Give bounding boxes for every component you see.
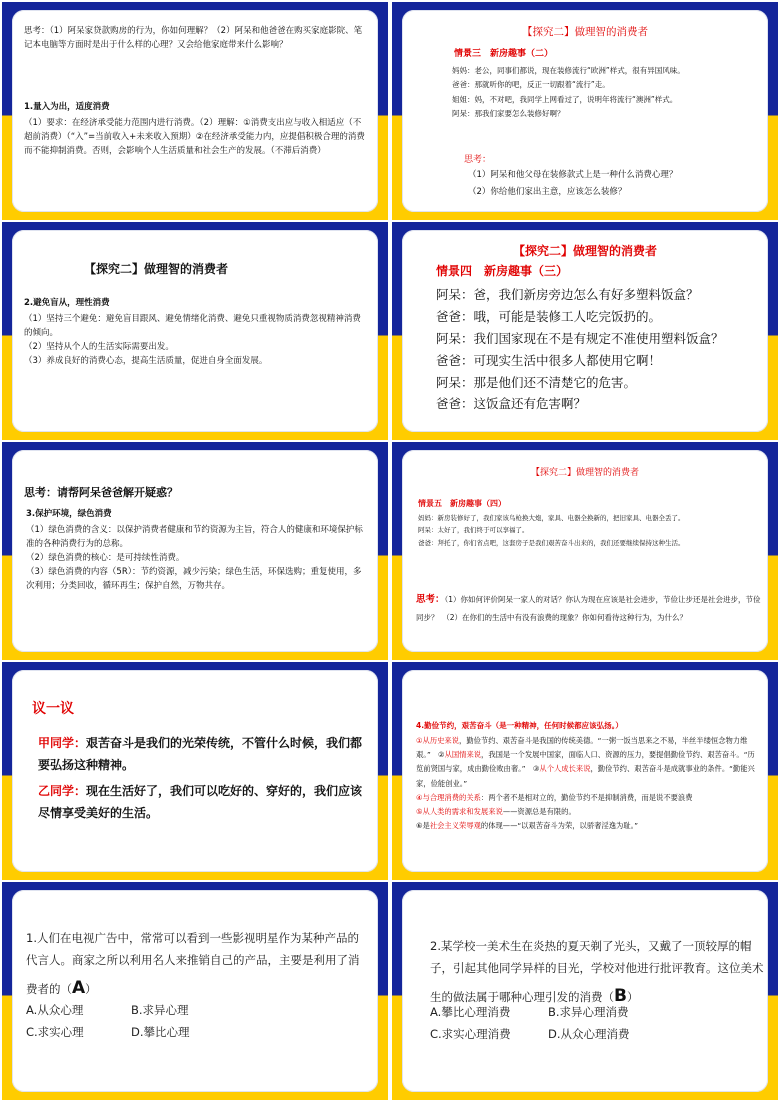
- scene-title: 情景三 新房趣事（二）: [454, 49, 554, 59]
- opinion-a: [38, 732, 368, 776]
- emphasis: 社会主义荣辱观: [429, 821, 481, 831]
- slide-6: [392, 442, 778, 660]
- dialogue: [452, 64, 762, 121]
- options-row: [26, 1022, 236, 1044]
- slide-6-card: [402, 450, 768, 652]
- slide-title: 【探究二】做理智的消费者: [522, 26, 648, 38]
- dialogue-line: 阿呆：爸，我们新房旁边怎么有好多塑料饭盒？: [436, 287, 699, 302]
- dialogue-line: 阿呆：太好了，我们终于可以享福了。: [418, 526, 529, 535]
- section-body: [24, 312, 364, 368]
- opinion-b-text: 现在生活好了，我们可以吃好的、穿好的，我们应该尽情享受美好的生活。: [38, 784, 363, 821]
- dialogue-line: 阿呆：我们国家现在不是有规定不准使用塑料饭盒？: [436, 330, 724, 346]
- section-body: [26, 523, 366, 593]
- dialogue: [436, 284, 756, 415]
- slide-9-card: [12, 890, 378, 1092]
- slide-1: [2, 2, 388, 220]
- think-text: （1）你如何评价阿呆一家人的对话？你认为现在应该是社会进步，节俭让步还是社会进步，节俭同步？ （2）在你们的生活中有没有浪费的现象？你如何看待这种行为，为什么？: [416, 595, 761, 622]
- point-text: ：两个者不是相对立的，勤俭节约不是抑制消费，而是说不要浪费: [480, 792, 693, 802]
- question-text: 2.某学校一美术生在炎热的夏天剃了光头，又戴了一顶较厚的帽子，引起其他同学异样的目光，学校对他进行批评教育。这位美术生的做法属于哪种心理引发的消费（: [430, 939, 764, 1004]
- body-line: （1）绿色消费的含义：以保护消费者健康和节约资源为主旨，符合人的健康和环境保护标准的各种消费行为的总称。: [26, 525, 363, 550]
- option-a[interactable]: A.攀比心理消费: [430, 1005, 511, 1019]
- slide-3-card: [12, 230, 378, 432]
- quiz-question: [430, 936, 768, 1012]
- think-questions: [468, 167, 677, 200]
- slide-10: [392, 882, 778, 1100]
- think-label: 思考：: [416, 594, 445, 605]
- answer-mark: B: [614, 985, 627, 1006]
- emphasis: ④与合理消费的关系: [416, 792, 481, 802]
- point-text: ⑥是: [416, 821, 430, 831]
- section-body: （1）要求：在经济承受能力范围内进行消费。（2）理解：①消费支出应与收入相适应（不超前消费）（“入”=当前收入+未来收入预期）②在经济承受能力内，应提倡积极合理的消费而不能抑制消费。否则，会影响个人生活质量和社会生产的发展。（不滞后消费）: [24, 118, 365, 157]
- quiz-question: [26, 928, 366, 1004]
- slide-title: 议一议: [32, 701, 74, 717]
- scene-title: 情景四 新房趣事（三）: [436, 264, 569, 278]
- section-heading: 3.保护环境，绿色消费: [26, 509, 112, 519]
- point-1-3: [416, 734, 758, 791]
- body-line: （2）绿色消费的核心：是可持续性消费。: [26, 553, 185, 564]
- point-5: [416, 805, 758, 819]
- option-c[interactable]: C.求实心理: [26, 1024, 84, 1039]
- question-line: （2）你给他们家出主意，应该怎么装修？: [468, 186, 627, 197]
- think-block: [416, 590, 761, 626]
- body-line: （3）养成良好的消费心态，提高生活质量，促进自身全面发展。: [24, 356, 268, 367]
- slide-4: [392, 222, 778, 440]
- dialogue-line: 姐姐：妈，不对吧，我同学上网看过了，说明年将流行“澳洲”样式。: [452, 94, 678, 104]
- slide-title: 【探究二】做理智的消费者: [530, 468, 639, 478]
- question-close: ）: [85, 981, 97, 996]
- slide-2: [392, 2, 778, 220]
- options-row: [430, 1024, 666, 1046]
- question-text: 1.人们在电视广告中，常常可以看到一些影视明星作为某种产品的代言人。商家之所以利用名人来推销自己的产品，主要是利用了消费者的（: [26, 931, 360, 996]
- section-heading: 4.勤俭节约，艰苦奋斗（是一种精神，任何时候都应该弘扬。）: [416, 721, 623, 730]
- body-line: （2）坚持从个人的生活实际需要出发。: [24, 342, 174, 353]
- point-text: ，勤俭节约、艰苦奋斗是成就事业的条件。“勤能兴家，俭能创业。”: [416, 764, 755, 788]
- section-body: [416, 734, 758, 834]
- quiz-options: [26, 1000, 236, 1044]
- point-4: [416, 791, 758, 805]
- option-a[interactable]: A.从众心理: [26, 1003, 84, 1017]
- think-label: 思考：: [464, 155, 492, 165]
- option-c[interactable]: C.求实心理消费: [430, 1026, 511, 1041]
- options-row: [430, 1002, 666, 1024]
- slide-4-card: [402, 230, 768, 432]
- opinion-a-label: 甲同学：: [38, 736, 87, 750]
- question-line: （1）阿呆和他父母在装修款式上是一种什么消费心理？: [468, 170, 678, 180]
- dialogue-line: 阿呆：那我们家要怎么装修好啊？: [452, 108, 565, 118]
- point-text: ，我国是一个发展中国家，面临人口、资源的压力，要提倡勤俭节约、艰苦奋斗。“历览前贤国与家，成由勤俭败由奢。” ③: [416, 750, 755, 774]
- section-heading: 2.避免盲从，理性消费: [24, 298, 110, 308]
- emphasis: 从个人成长来说: [539, 764, 591, 774]
- dialogue-line: 爸爸：拜托了，你们省点吧，这套房子是我们艰苦奋斗出来的，我们还要继续保持这种生活。: [418, 538, 685, 547]
- section-heading: 1.量入为出，适度消费: [24, 102, 110, 112]
- option-d[interactable]: D.从众心理消费: [548, 1026, 630, 1041]
- slide-5: [2, 442, 388, 660]
- body-line: （3）绿色消费的内容（5R）：节约资源，减少污染；绿色生活，环保选购；重复使用，多次利用；分类回收，循环再生；保护自然，万物共存。: [26, 567, 362, 592]
- slide-1-card: [12, 10, 378, 212]
- think-question: 思考：（1）阿呆家贷款购房的行为，你如何理解？（2）阿呆和他爸爸在购买家庭影院、笔记本电脑等方面时是出于什么样的心理？又会给他家庭带来什么影响？: [24, 26, 363, 51]
- slide-3: [2, 222, 388, 440]
- slide-5-card: [12, 450, 378, 652]
- think-question: 思考：请帮阿呆爸爸解开疑惑？: [24, 486, 178, 499]
- option-b[interactable]: B.求异心理消费: [548, 1005, 629, 1019]
- slide-2-card: [402, 10, 768, 212]
- slide-title: 【探究二】做理智的消费者: [512, 244, 657, 258]
- point-text: ——资源总是有限的。: [502, 807, 576, 817]
- option-b[interactable]: B.求异心理: [131, 1003, 189, 1017]
- slide-7-card: [12, 670, 378, 872]
- answer-mark: A: [72, 977, 86, 998]
- slide-8: [392, 662, 778, 880]
- slide-7: [2, 662, 388, 880]
- emphasis: 从国情来说: [444, 750, 482, 760]
- point-text: ，勤俭节约、艰苦奋斗是我国的传统美德。“一粥一饭当思来之不易，半丝半缕恒念物力维艰。” ②: [416, 736, 748, 760]
- slide-title: 【探究二】做理智的消费者: [84, 262, 229, 276]
- slide-10-card: [402, 890, 768, 1092]
- slide-8-card: [402, 670, 768, 872]
- dialogue-line: 爸爸：那就听你的吧，反正一切跟着“流行”走。: [452, 80, 610, 90]
- point-6: [416, 819, 758, 833]
- dialogue-line: 阿呆：那是他们还不清楚它的危害。: [436, 374, 637, 390]
- slide-9: [2, 882, 388, 1100]
- question-close: ）: [626, 989, 639, 1004]
- body-line: （1）坚持三个避免：避免盲目跟风、避免情绪化消费、避免只重视物质消费忽视精神消费的倾向。: [24, 314, 361, 339]
- point-text: 的体现——“以艰苦奋斗为荣，以骄奢淫逸为耻。”: [480, 821, 639, 831]
- option-d[interactable]: D.攀比心理: [131, 1024, 190, 1039]
- dialogue-line: 妈妈：新房装修好了，我们家该鸟枪换大炮，家具、电器全换新的，把旧家具、电器全丢了。: [418, 514, 685, 522]
- emphasis: ①从历史来说: [416, 736, 460, 745]
- emphasis: ⑤从人类的需求和发展来说: [416, 807, 503, 817]
- dialogue-line: 妈妈：老公，同事们都说，现在装修流行“欧洲”样式，很有异国风味。: [452, 66, 685, 75]
- scene-title: 情景五 新房趣事（四）: [418, 499, 506, 508]
- dialogue-line: 爸爸：哦，可能是装修工人吃完饭扔的。: [436, 308, 662, 324]
- dialogue: [418, 512, 763, 549]
- opinion-a-text: 艰苦奋斗是我们的光荣传统，不管什么时候，我们都要弘扬这种精神。: [38, 736, 363, 773]
- dialogue-line: 爸爸：可现实生活中很多人都使用它啊！: [436, 352, 662, 368]
- opinion-b-label: 乙同学：: [38, 784, 87, 798]
- quiz-options: [430, 1002, 666, 1046]
- dialogue-line: 爸爸：这饭盒还有危害啊？: [436, 396, 587, 412]
- options-row: [26, 1000, 236, 1022]
- opinion-b: [38, 780, 368, 824]
